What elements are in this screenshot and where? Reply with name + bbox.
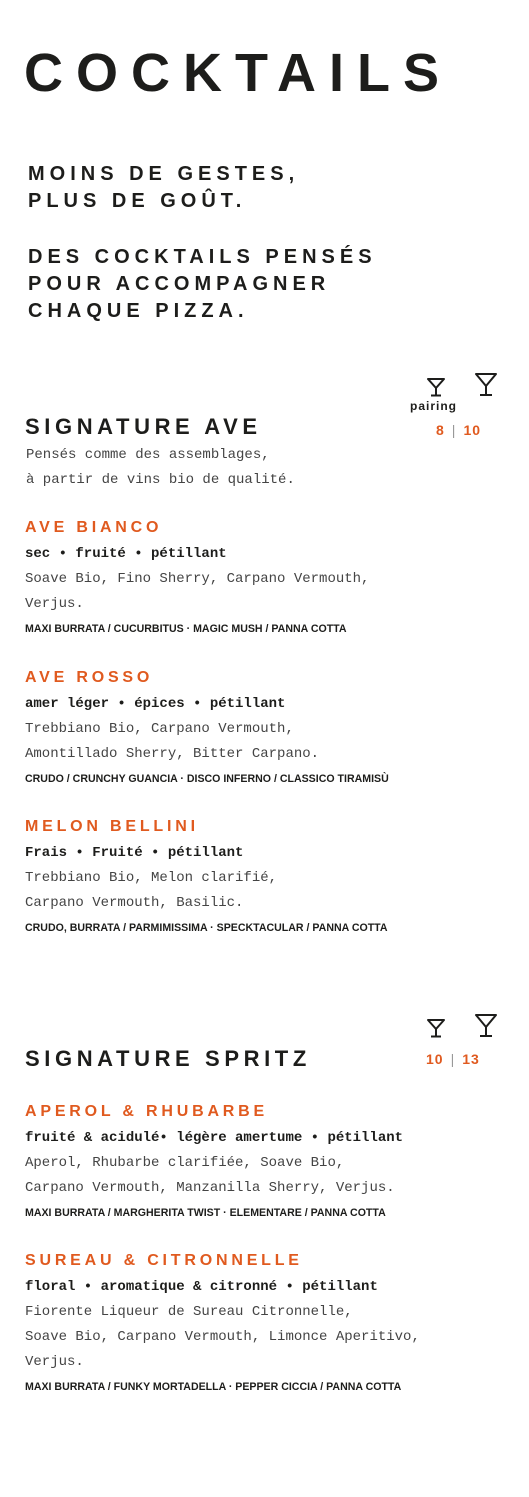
item-pairing: MAXI BURRATA / MARGHERITA TWIST · ELEMENTARE / PANNA COTTA bbox=[25, 1207, 386, 1219]
item-name: AVE BIANCO bbox=[25, 519, 163, 536]
price-large: 13 bbox=[462, 1051, 480, 1067]
item-name: SUREAU & CITRONNELLE bbox=[25, 1252, 303, 1269]
item-tasting-notes: floral • aromatique & citronné • pétillant bbox=[25, 1279, 378, 1295]
section-subtitle: Pensés comme des assemblages, bbox=[26, 447, 270, 463]
menu-item bbox=[25, 816, 520, 937]
item-pairing: MAXI BURRATA / CUCURBITUS · MAGIC MUSH / PANNA COTTA bbox=[25, 623, 347, 635]
intro-line: CHAQUE PIZZA. bbox=[28, 300, 249, 322]
menu-item bbox=[25, 667, 520, 788]
price-small: 10 bbox=[426, 1051, 444, 1067]
item-name: AVE ROSSO bbox=[25, 669, 154, 686]
price-row bbox=[426, 1051, 480, 1067]
item-pairing: CRUDO, BURRATA / PARMIMISSIMA · SPECKTACULAR / PANNA COTTA bbox=[25, 922, 388, 934]
item-description-line: Verjus. bbox=[25, 596, 84, 612]
item-tasting-notes: sec • fruité • pétillant bbox=[25, 546, 227, 562]
martini-glass-icon bbox=[474, 372, 498, 397]
item-description-line: Trebbiano Bio, Melon clarifié, bbox=[25, 870, 278, 886]
item-pairing: MAXI BURRATA / FUNKY MORTADELLA · PEPPER CICCIA / PANNA COTTA bbox=[25, 1381, 402, 1393]
item-tasting-notes: amer léger • épices • pétillant bbox=[25, 696, 286, 712]
item-description bbox=[25, 1151, 520, 1201]
item-description bbox=[25, 717, 520, 767]
item-description-line: Amontillado Sherry, Bitter Carpano. bbox=[25, 746, 320, 762]
item-description bbox=[25, 1300, 520, 1375]
martini-glass-icon bbox=[474, 1013, 498, 1038]
item-description-line: Fiorente Liqueur de Sureau Citronnelle, bbox=[25, 1304, 353, 1320]
item-description-line: Aperol, Rhubarbe clarifiée, Soave Bio, bbox=[25, 1155, 345, 1171]
menu-item bbox=[25, 517, 520, 638]
pairing-label: pairing bbox=[410, 399, 458, 413]
section-subtitle: à partir de vins bio de qualité. bbox=[26, 472, 295, 488]
item-tasting-notes: fruité & acidulé• légère amertume • pétillant bbox=[25, 1130, 404, 1146]
item-description bbox=[25, 567, 520, 617]
menu-item bbox=[25, 1101, 520, 1222]
section-title: SIGNATURE AVE bbox=[25, 414, 262, 439]
section-title: SIGNATURE SPRITZ bbox=[25, 1046, 311, 1071]
page-title: COCKTAILS bbox=[24, 43, 452, 103]
item-name: MELON BELLINI bbox=[25, 818, 199, 835]
item-description-line: Verjus. bbox=[25, 1354, 84, 1370]
intro-line: DES COCKTAILS PENSÉS bbox=[28, 246, 377, 268]
item-description-line: Soave Bio, Carpano Vermouth, Limonce Aperitivo, bbox=[25, 1329, 420, 1345]
item-description-line: Carpano Vermouth, Manzanilla Sherry, Verjus. bbox=[25, 1180, 395, 1196]
item-name: APEROL & RHUBARBE bbox=[25, 1103, 268, 1120]
price-separator: | bbox=[450, 1051, 456, 1067]
menu-item bbox=[25, 1250, 520, 1396]
price-large: 10 bbox=[463, 422, 482, 438]
cocktail-glass-icon bbox=[426, 1018, 446, 1038]
price-separator: | bbox=[451, 422, 457, 438]
item-tasting-notes: Frais • Fruité • pétillant bbox=[25, 845, 244, 861]
item-description-line: Trebbiano Bio, Carpano Vermouth, bbox=[25, 721, 294, 737]
cocktail-glass-icon bbox=[426, 377, 446, 397]
intro-line: PLUS DE GOÛT. bbox=[28, 190, 247, 212]
price-small: 8 bbox=[436, 422, 445, 438]
item-description-line: Soave Bio, Fino Sherry, Carpano Vermouth, bbox=[25, 571, 370, 587]
item-pairing: CRUDO / CRUNCHY GUANCIA · DISCO INFERNO / CLASSICO TIRAMISÙ bbox=[25, 773, 389, 785]
intro-line: MOINS DE GESTES, bbox=[28, 163, 300, 185]
item-description bbox=[25, 866, 520, 916]
item-description-line: Carpano Vermouth, Basilic. bbox=[25, 895, 244, 911]
intro-line: POUR ACCOMPAGNER bbox=[28, 273, 331, 295]
price-row bbox=[436, 422, 481, 438]
